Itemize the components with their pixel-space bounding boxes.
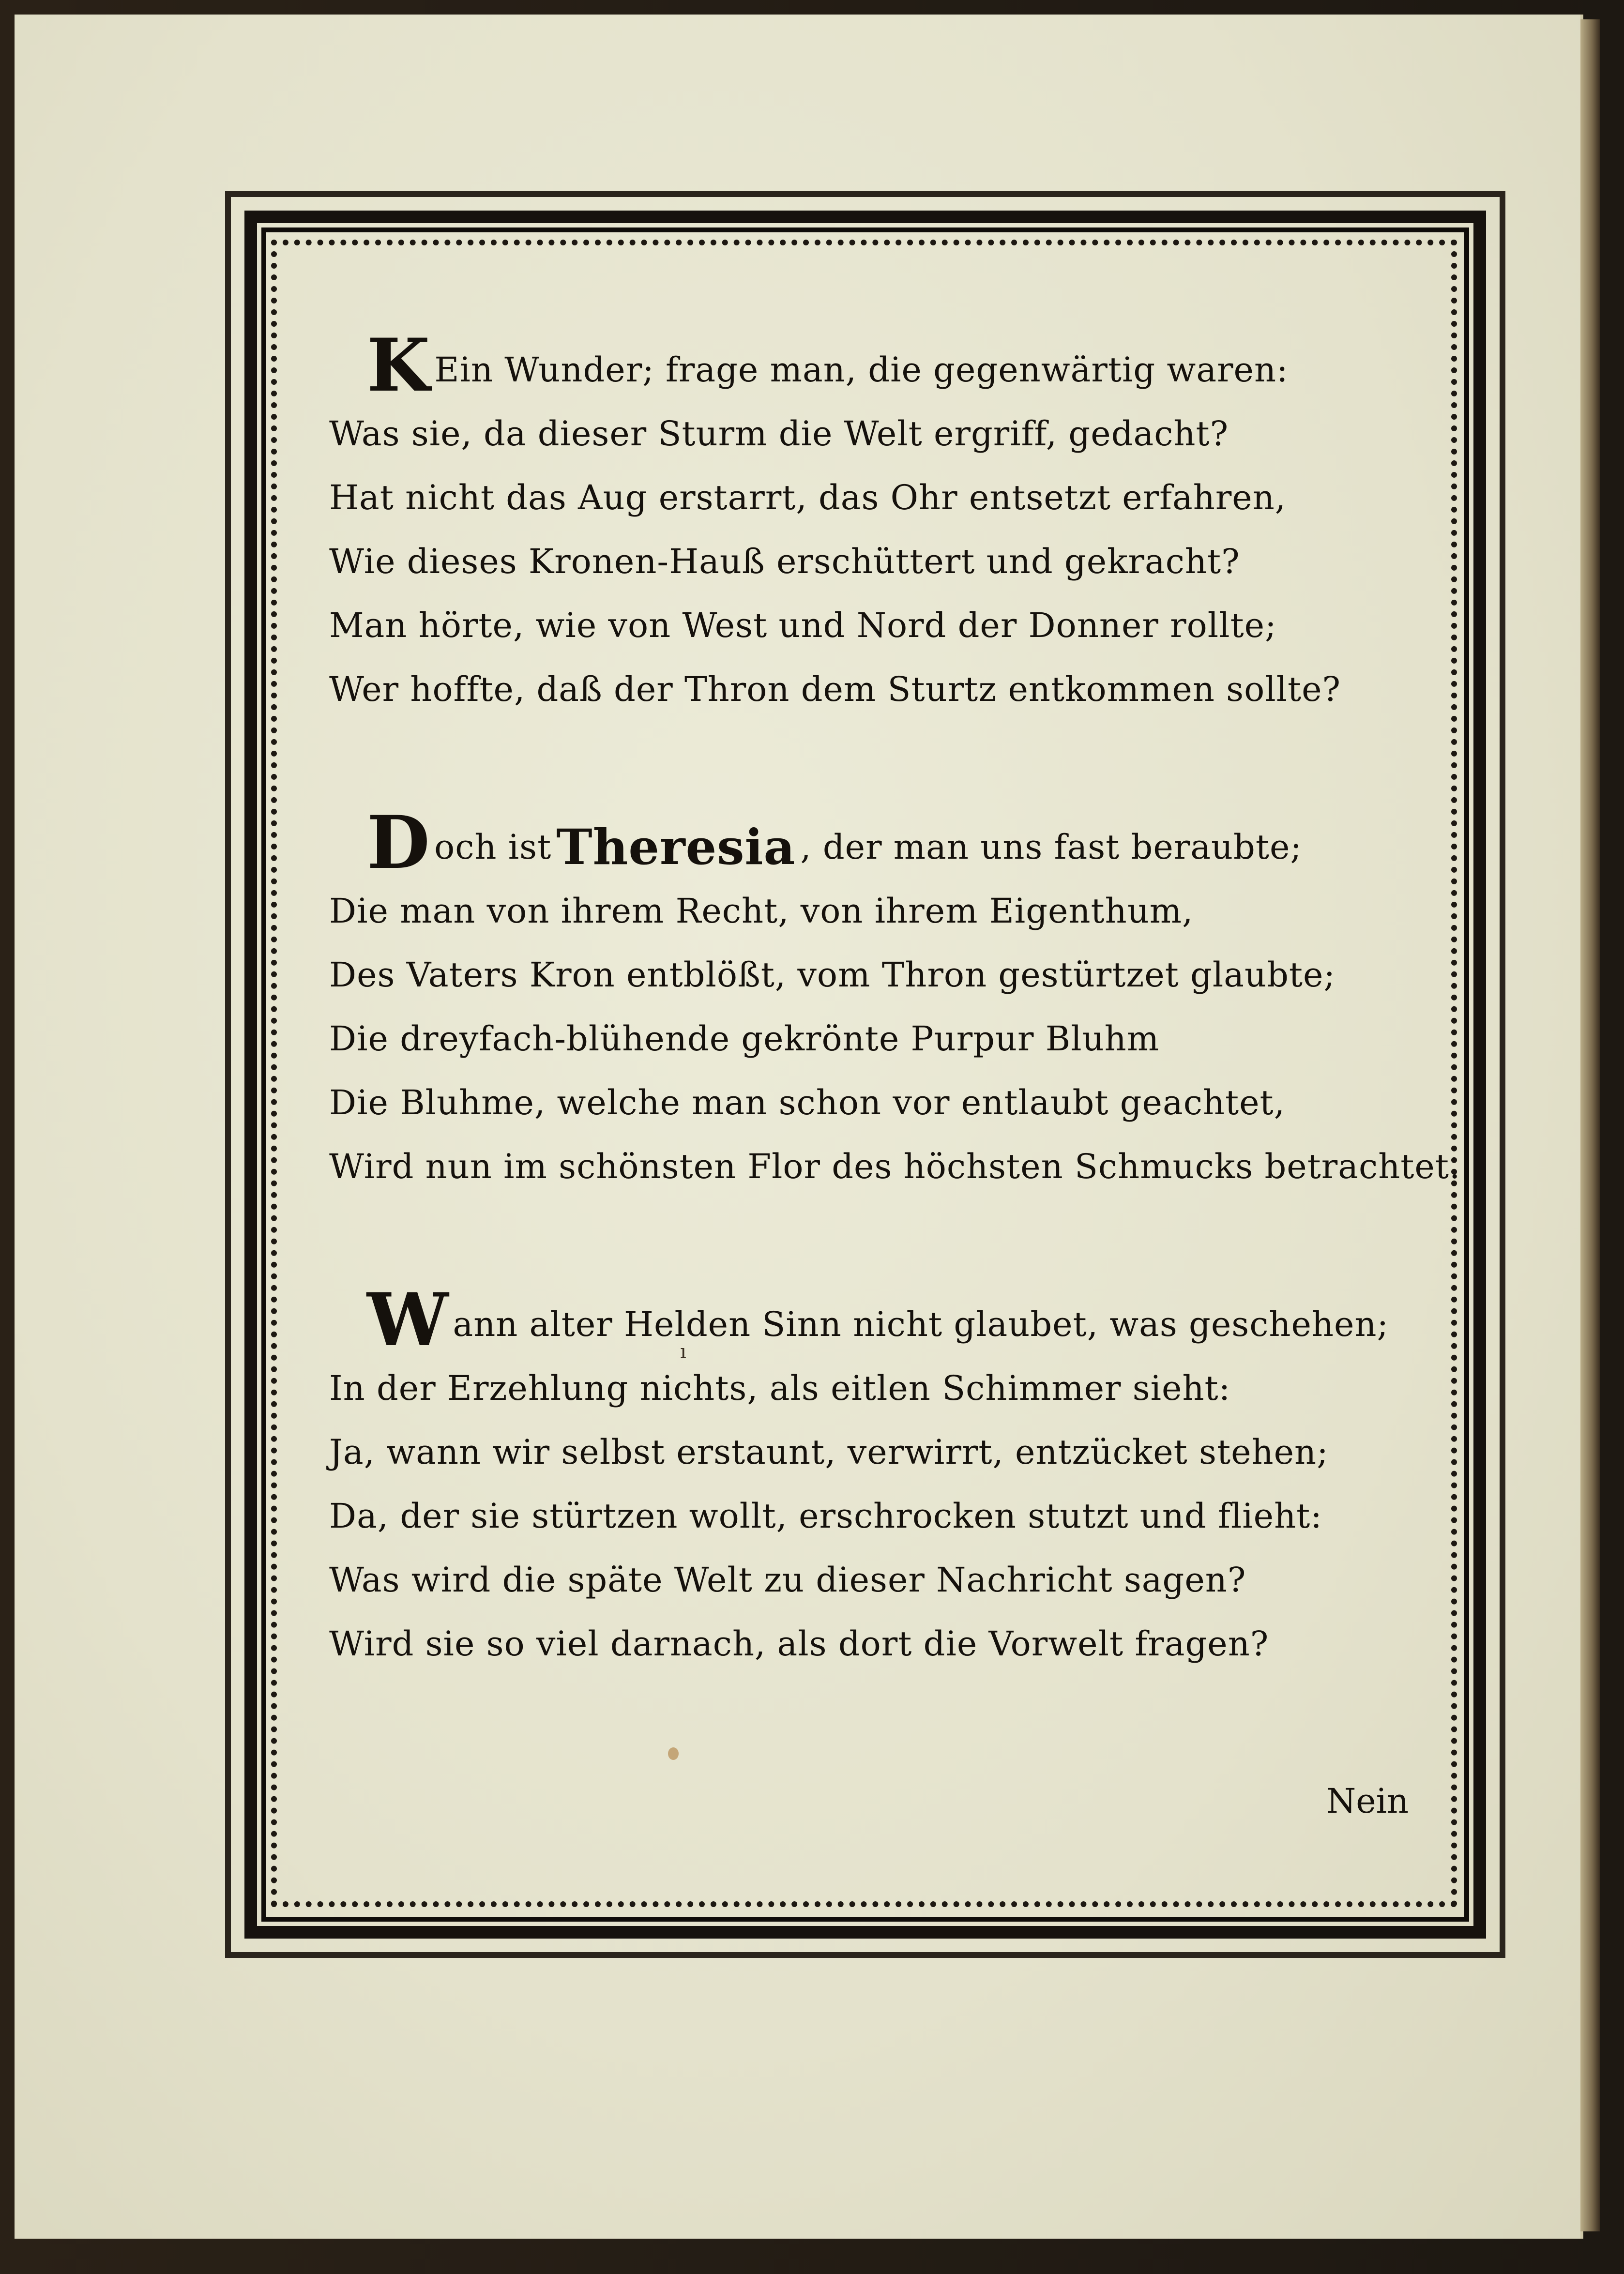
drop-cap: K: [367, 323, 431, 408]
verse-line: Die Bluhme, welche man schon vor entlaubt geachtet,: [329, 1083, 1285, 1122]
verse-line: Ja, wann wir selbst erstaunt, verwirrt, entzücket stehen;: [329, 1432, 1329, 1472]
verse-line: Wird sie so viel darnach, als dort die Vorwelt fragen?: [329, 1624, 1269, 1664]
verse-line: Man hörte, wie von West und Nord der Donner rollte;: [329, 606, 1277, 645]
stanza-first-line: [329, 800, 1404, 885]
line-text: , der man uns fast beraubte;: [800, 827, 1302, 867]
stanza-1: [329, 323, 1404, 721]
verse-line: Die man von ihrem Recht, von ihrem Eigenthum,: [329, 891, 1194, 931]
verse-line: Wird nun im schönsten Flor des höchsten Schmucks betrachtet.: [329, 1147, 1461, 1186]
stanza-2: [329, 800, 1461, 1198]
printer-mark: ı: [680, 1341, 686, 1363]
stanza-3: [329, 1277, 1404, 1676]
stanza-first-line: [329, 323, 1404, 408]
verse-line: Wie dieses Kronen-Hauß erschüttert und gekracht?: [329, 542, 1240, 581]
drop-cap: D: [367, 800, 431, 885]
verse-line: Was sie, da dieser Sturm die Welt ergriff, gedacht?: [329, 414, 1229, 454]
verse-line: Hat nicht das Aug erstarrt, das Ohr entsetzt erfahren,: [329, 478, 1287, 517]
drop-cap: W: [367, 1277, 449, 1363]
catchword: Nein: [1326, 1781, 1409, 1821]
line-text: Ein Wunder; frage man, die gegenwärtig waren:: [434, 350, 1289, 390]
verse-line: Was wird die späte Welt zu dieser Nachricht sagen?: [329, 1560, 1246, 1600]
verse-line: Da, der sie stürtzen wollt, erschrocken stutzt und flieht:: [329, 1496, 1322, 1536]
verse-line: Die dreyfach-blühende gekrönte Purpur Bluhm: [329, 1019, 1160, 1059]
verse-line: Des Vaters Kron entblößt, vom Thron gestürtzet glaubte;: [329, 955, 1336, 995]
line-text: ann alter Helden Sinn nicht glaubet, was geschehen;: [453, 1304, 1389, 1344]
highlighted-name: Theresia: [556, 819, 796, 876]
line-text: och ist: [434, 827, 552, 867]
stanza-first-line: [329, 1277, 1404, 1363]
poem-text: [329, 323, 1461, 1761]
page-edge: [1580, 19, 1600, 2231]
verse-line: Wer hoffte, daß der Thron dem Sturtz entkommen sollte?: [329, 669, 1341, 709]
verse-line: In der Erzehlung nichts, als eitlen Schimmer sieht:: [329, 1368, 1231, 1408]
